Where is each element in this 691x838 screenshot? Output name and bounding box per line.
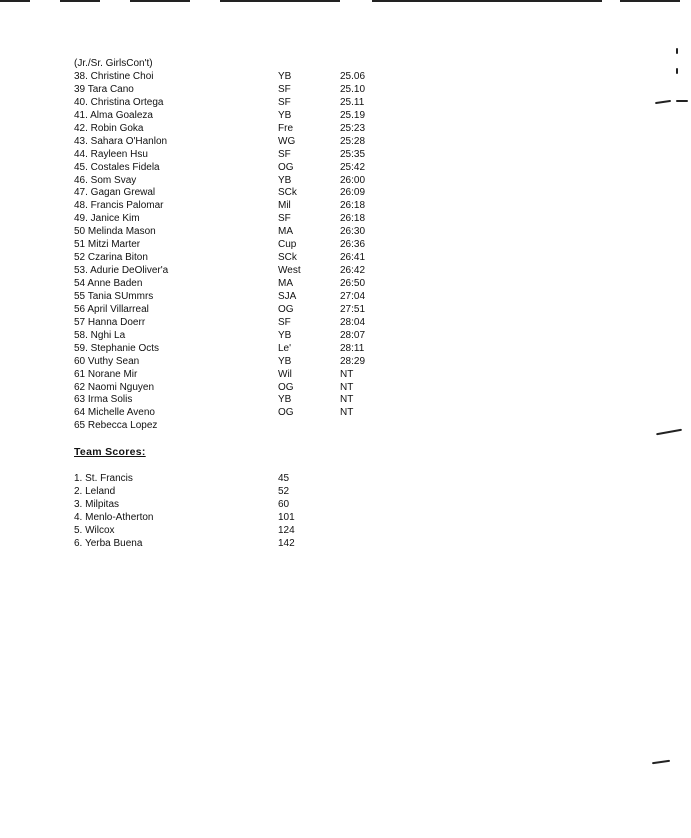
result-time: 28:29 [340, 355, 366, 367]
scan-mark [652, 760, 670, 764]
result-school: YB [278, 394, 292, 406]
result-name: 57 Hanna Doerr [74, 316, 146, 328]
result-school: SF [278, 83, 291, 95]
result-school: MA [278, 278, 293, 289]
result-name: 47. Gagan Grewal [74, 187, 156, 199]
result-time: NT [340, 407, 354, 419]
result-name: 49. Janice Kim [74, 213, 140, 225]
result-school: OG [278, 161, 294, 173]
result-school: YB [278, 109, 292, 121]
result-time: 25:23 [340, 122, 366, 134]
result-time: NT [340, 381, 354, 393]
result-name: 51 Mitzi Marter [74, 239, 141, 251]
result-school: SCk [278, 187, 297, 199]
result-time: 28:07 [340, 329, 366, 341]
result-time: 26:00 [340, 174, 366, 186]
result-name: 50 Melinda Mason [74, 226, 156, 238]
result-time: 26:50 [340, 278, 366, 289]
scan-mark [676, 68, 678, 74]
result-time: NT [340, 394, 354, 406]
result-name: 64 Michelle Aveno [74, 407, 155, 419]
scan-mark [656, 429, 682, 435]
result-school: OG [278, 407, 294, 419]
result-name: 48. Francis Palomar [74, 200, 164, 212]
result-time: 25.11 [340, 96, 365, 108]
result-name: 54 Anne Baden [74, 278, 143, 289]
result-school: OG [278, 303, 294, 315]
result-time: 27:04 [340, 290, 366, 302]
result-school: SF [278, 96, 291, 108]
result-school: YB [278, 174, 292, 186]
result-school: SF [278, 148, 291, 160]
team-name: 3. Milpitas [74, 499, 120, 510]
result-time: 27:51 [340, 303, 366, 315]
result-name: 42. Robin Goka [74, 122, 144, 134]
top-edge-rule [0, 0, 691, 3]
result-school: SF [278, 316, 291, 328]
result-time: 26:18 [340, 213, 366, 225]
result-school: Wil [278, 368, 292, 380]
team-points: 52 [278, 486, 290, 497]
team-points: 124 [278, 525, 295, 536]
result-name: 63 Irma Solis [74, 394, 133, 406]
result-name: 58. Nghi La [74, 329, 126, 341]
result-time: 25.06 [340, 71, 366, 82]
result-time: 26:42 [340, 265, 366, 277]
result-name: 38. Christine Choi [74, 71, 154, 82]
result-name: 55 Tania SUmmrs [74, 290, 154, 302]
result-time: 25.10 [340, 83, 366, 95]
result-school: MA [278, 226, 293, 238]
result-school: Cup [278, 239, 297, 251]
result-time: 25:28 [340, 135, 366, 147]
result-time: 26:18 [340, 200, 366, 212]
result-school: SCk [278, 252, 297, 264]
result-name: 46. Som Svay [74, 174, 137, 186]
scan-mark [676, 48, 678, 54]
result-name: 39 Tara Cano [74, 83, 134, 95]
result-name: 56 April Villarreal [74, 303, 149, 315]
result-name: 65 Rebecca Lopez [74, 420, 158, 432]
team-points: 60 [278, 499, 290, 510]
result-name: 41. Alma Goaleza [74, 109, 153, 121]
result-school: YB [278, 355, 292, 367]
result-time: 28:11 [340, 342, 365, 354]
scan-mark [655, 100, 671, 104]
result-time: 26:09 [340, 187, 366, 199]
result-name: 44. Rayleen Hsu [74, 148, 148, 160]
result-time: NT [340, 368, 354, 380]
team-name: 6. Yerba Buena [74, 538, 143, 549]
result-name: 53. Adurie DeOliver'a [74, 265, 169, 277]
result-name: 60 Vuthy Sean [74, 355, 140, 367]
result-name: 40. Christina Ortega [74, 96, 164, 108]
team-name: 1. St. Francis [74, 473, 133, 484]
team-name: 4. Menlo-Atherton [74, 512, 154, 523]
result-time: 25.19 [340, 109, 366, 121]
team-points: 101 [278, 512, 295, 523]
scan-mark [676, 100, 688, 102]
team-scores-title: Team Scores: [74, 446, 146, 458]
result-school: SJA [278, 290, 297, 302]
result-school: Le' [278, 342, 292, 354]
result-time: 28:04 [340, 316, 366, 328]
result-time: 25:42 [340, 161, 366, 173]
team-points: 45 [278, 473, 290, 484]
section-header: (Jr./Sr. GirlsCon't) [74, 58, 153, 69]
result-school: SF [278, 213, 291, 225]
result-school: YB [278, 71, 292, 82]
result-name: 52 Czarina Biton [74, 252, 148, 264]
result-name: 61 Norane Mir [74, 368, 138, 380]
result-name: 62 Naomi Nguyen [74, 381, 155, 393]
team-name: 5. Wilcox [74, 525, 115, 536]
result-school: YB [278, 329, 292, 341]
result-school: Fre [278, 122, 293, 134]
result-school: Mil [278, 200, 291, 212]
result-school: OG [278, 381, 294, 393]
team-points: 142 [278, 538, 295, 549]
result-school: WG [278, 135, 296, 147]
result-time: 26:36 [340, 239, 366, 251]
result-time: 26:30 [340, 226, 366, 238]
result-name: 43. Sahara O'Hanlon [74, 135, 168, 147]
result-name: 59. Stephanie Octs [74, 342, 160, 354]
result-time: 26:41 [340, 252, 366, 264]
result-time: 25:35 [340, 148, 366, 160]
result-name: 45. Costales Fidela [74, 161, 160, 173]
team-name: 2. Leland [74, 486, 116, 497]
result-school: West [278, 265, 301, 277]
